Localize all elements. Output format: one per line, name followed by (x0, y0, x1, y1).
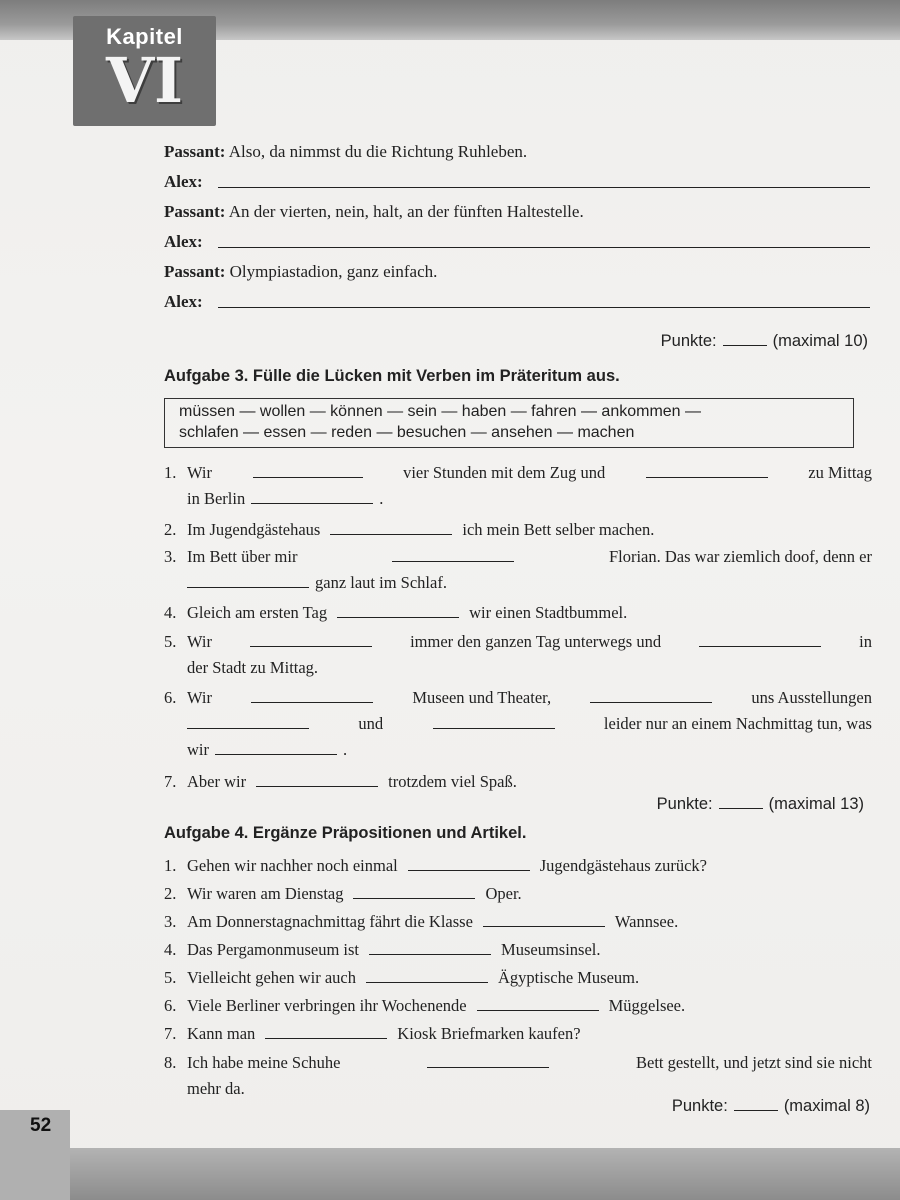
gap-blank[interactable] (427, 1053, 549, 1068)
item-text: wir (187, 740, 209, 759)
gap-blank[interactable] (477, 996, 599, 1011)
item-text: Jugendgästehaus zurück? (539, 856, 707, 875)
item-number: 1. (164, 463, 177, 482)
item-row (187, 772, 872, 792)
points-blank[interactable] (723, 333, 767, 346)
gap-blank[interactable] (251, 688, 373, 703)
item-text: . (343, 740, 348, 759)
dialogue-line (164, 142, 527, 162)
item-text: ganz laut im Schlaf. (315, 573, 447, 592)
gap-blank[interactable] (369, 940, 491, 955)
chapter-badge (73, 16, 216, 126)
points-label: Punkte: (656, 795, 713, 813)
item-text: Müggelsee. (608, 996, 686, 1015)
points-max: (maximal 10) (772, 332, 868, 350)
item-row (187, 1053, 872, 1073)
item-number: 6. (164, 688, 177, 707)
item-row (187, 714, 872, 734)
item-text: Vielleicht gehen wir auch (187, 968, 356, 987)
item-text: vier Stunden mit dem Zug und (403, 463, 606, 482)
page-number: 52 (30, 1115, 52, 1136)
item-row (187, 520, 872, 540)
gap-blank[interactable] (215, 740, 337, 755)
item-number: 7. (164, 772, 177, 791)
item-text: Wir (187, 632, 212, 651)
item-text: Ägyptische Museum. (497, 968, 640, 987)
item-text: Am Donnerstagnachmittag fährt die Klasse (187, 912, 473, 931)
word-box (164, 398, 854, 448)
dialogue-line (164, 172, 203, 192)
item-text: und (358, 714, 384, 733)
item-number: 4. (164, 940, 177, 959)
item-text: Florian. Das war ziemlich doof, denn er (608, 547, 872, 566)
dialogue-text: Also, da nimmst du die Richtung Ruhleben. (228, 142, 528, 161)
gap-blank[interactable] (366, 968, 488, 983)
gap-blank[interactable] (353, 884, 475, 899)
gap-blank[interactable] (250, 632, 372, 647)
points-label: Punkte: (671, 1097, 728, 1115)
gap-blank[interactable] (187, 573, 309, 588)
item-row (187, 740, 872, 760)
item-number: 6. (164, 996, 177, 1015)
item-number: 8. (164, 1053, 177, 1072)
item-text: ich mein Bett selber machen. (462, 520, 655, 539)
answer-line[interactable] (218, 187, 870, 188)
item-text: Wir (187, 688, 212, 707)
item-text: Das Pergamonmuseum ist (187, 940, 360, 959)
item-row (187, 1024, 872, 1044)
item-text: immer den ganzen Tag unterwegs und (410, 632, 662, 651)
points-max: (maximal 13) (768, 795, 864, 813)
points-line (657, 795, 864, 814)
item-row (187, 912, 872, 932)
item-row (187, 489, 872, 509)
item-number: 3. (164, 912, 177, 931)
task3-title: Aufgabe 3. Fülle die Lücken mit Verben im Präteritum aus. (164, 367, 620, 385)
answer-line[interactable] (218, 307, 870, 308)
points-max: (maximal 8) (783, 1097, 870, 1115)
gap-blank[interactable] (646, 463, 768, 478)
task4-title: Aufgabe 4. Ergänze Präpositionen und Artikel. (164, 824, 527, 842)
points-label: Punkte: (660, 332, 717, 350)
item-row (187, 884, 872, 904)
item-row (187, 603, 872, 623)
dialogue-line (164, 292, 203, 312)
gap-blank[interactable] (265, 1024, 387, 1039)
item-text: Ich habe meine Schuhe (187, 1053, 341, 1072)
item-text: Im Bett über mir (187, 547, 298, 566)
item-number: 2. (164, 884, 177, 903)
item-text: Wir (187, 463, 212, 482)
bottom-border (0, 1148, 900, 1200)
item-text: der Stadt zu Mittag. (187, 658, 319, 677)
speaker: Passant: (164, 202, 226, 221)
item-number: 5. (164, 968, 177, 987)
item-text: Aber wir (187, 772, 247, 791)
gap-blank[interactable] (256, 772, 378, 787)
gap-blank[interactable] (392, 547, 514, 562)
item-row (187, 463, 872, 483)
item-text: zu Mittag (808, 463, 872, 482)
gap-blank[interactable] (251, 489, 373, 504)
item-number: 2. (164, 520, 177, 539)
item-text: Gleich am ersten Tag (187, 603, 328, 622)
item-number: 4. (164, 603, 177, 622)
item-row (187, 688, 872, 708)
gap-blank[interactable] (699, 632, 821, 647)
gap-blank[interactable] (483, 912, 605, 927)
gap-blank[interactable] (187, 714, 309, 729)
gap-blank[interactable] (330, 520, 452, 535)
item-row (187, 547, 872, 567)
item-number: 3. (164, 547, 177, 566)
item-row (187, 996, 872, 1016)
item-text: Museumsinsel. (501, 940, 601, 959)
gap-blank[interactable] (408, 856, 530, 871)
speaker: Alex: (164, 172, 203, 191)
speaker: Alex: (164, 292, 203, 311)
item-number: 1. (164, 856, 177, 875)
item-row (187, 573, 872, 593)
item-row (187, 1079, 872, 1099)
item-text: Gehen wir nachher noch einmal (187, 856, 398, 875)
item-text: mehr da. (187, 1079, 245, 1098)
item-row (187, 968, 872, 988)
chapter-label: Kapitel (106, 24, 183, 49)
item-text: Wannsee. (614, 912, 679, 931)
points-blank[interactable] (734, 1098, 778, 1111)
item-number: 5. (164, 632, 177, 651)
item-row (187, 632, 872, 652)
dialogue-line (164, 262, 437, 282)
item-row (187, 940, 872, 960)
gap-blank[interactable] (433, 714, 555, 729)
word-list-line: schlafen — essen — reden — besuchen — ansehen — machen (179, 424, 635, 441)
speaker: Alex: (164, 232, 203, 251)
gap-blank[interactable] (253, 463, 363, 478)
item-text: Viele Berliner verbringen ihr Wochenende (187, 996, 467, 1015)
item-text: . (379, 489, 384, 508)
item-text: Kann man (187, 1024, 256, 1043)
points-line (672, 1097, 870, 1116)
item-text: in (859, 632, 872, 651)
item-text: Im Jugendgästehaus (187, 520, 321, 539)
dialogue-text: An der vierten, nein, halt, an der fünften Haltestelle. (228, 202, 584, 221)
dialogue-text: Olympiastadion, ganz einfach. (229, 262, 438, 281)
dialogue-line (164, 202, 584, 222)
gap-blank[interactable] (337, 603, 459, 618)
item-text: Bett gestellt, und jetzt sind sie nicht (635, 1053, 872, 1072)
points-blank[interactable] (719, 796, 763, 809)
chapter-number: VI (105, 44, 184, 117)
answer-line[interactable] (218, 247, 870, 248)
item-row (187, 658, 872, 678)
item-text: Oper. (485, 884, 522, 903)
item-text: leider nur an einem Nachmittag tun, was (603, 714, 872, 733)
item-row (187, 856, 872, 876)
item-number: 7. (164, 1024, 177, 1043)
dialogue-line (164, 232, 203, 252)
gap-blank[interactable] (590, 688, 712, 703)
item-text: Wir waren am Dienstag (187, 884, 344, 903)
item-text: in Berlin (187, 489, 246, 508)
item-text: Kiosk Briefmarken kaufen? (397, 1024, 581, 1043)
speaker: Passant: (164, 142, 226, 161)
points-line (661, 332, 868, 351)
item-text: Museen und Theater, (412, 688, 552, 707)
item-text: wir einen Stadtbummel. (469, 603, 628, 622)
item-text: trotzdem viel Spaß. (388, 772, 517, 791)
word-list-line: müssen — wollen — können — sein — haben — fahren — ankommen — (179, 403, 702, 420)
speaker: Passant: (164, 262, 226, 281)
item-text: uns Ausstellungen (751, 688, 872, 707)
